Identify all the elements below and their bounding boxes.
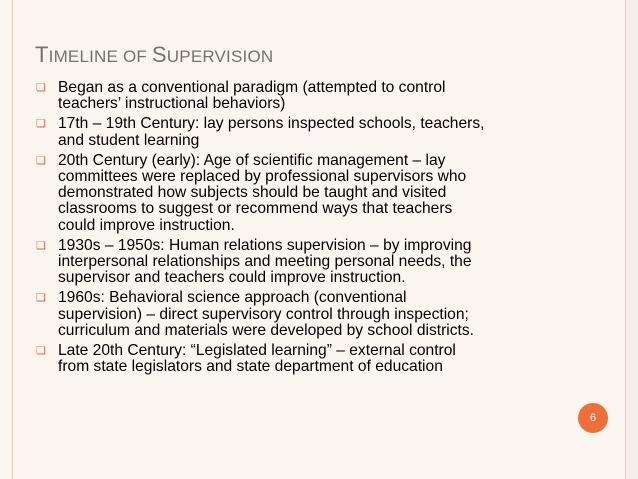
item-line: from state legislators and state department of education — [58, 358, 443, 376]
list-item — [36, 80, 616, 112]
item-line: supervisor and teachers could improve instruction. — [58, 269, 406, 287]
item-line: 1960s: Behavioral science approach (conventional — [58, 289, 407, 307]
title-initial-t: T — [35, 42, 49, 67]
square-bullet-icon: ❏ — [36, 292, 46, 305]
item-line: interpersonal relationships and meeting personal needs, the — [58, 253, 472, 271]
title-initial-s: S — [151, 42, 167, 67]
item-line: and student learning — [58, 131, 200, 149]
list-item — [36, 238, 616, 287]
square-bullet-icon: ❏ — [36, 239, 46, 252]
list-item — [36, 116, 616, 148]
square-bullet-icon: ❏ — [36, 345, 46, 358]
item-line: curriculum and materials were developed by school districts. — [58, 321, 475, 339]
list-item — [36, 343, 616, 375]
page-number-badge: 6 — [578, 403, 608, 433]
bullet-list — [36, 80, 616, 379]
square-bullet-icon: ❏ — [36, 82, 46, 94]
item-line: committees were replaced by professional supervisors who — [58, 168, 467, 186]
square-bullet-icon: ❏ — [36, 154, 46, 167]
title-rest-1: IMELINE OF — [48, 47, 152, 66]
square-bullet-icon: ❏ — [36, 118, 46, 131]
item-line: could improve instruction. — [58, 216, 235, 234]
slide-title — [35, 42, 273, 68]
item-line: supervision) – direct supervisory control through inspection; — [58, 305, 469, 323]
item-line: 1930s – 1950s: Human relations supervision – by improving — [58, 236, 472, 254]
item-line: teachers’ instructional behaviors) — [58, 95, 286, 113]
frame-right-band — [626, 0, 638, 479]
list-item — [36, 290, 616, 339]
item-line: 17th – 19th Century: lay persons inspected schools, teachers, — [58, 115, 485, 133]
item-line: classrooms to suggest or recommend ways that teachers — [58, 200, 453, 218]
item-line: 20th Century (early): Age of scientific management – lay — [58, 151, 446, 169]
item-line: Began as a conventional paradigm (attempted to control — [58, 79, 446, 96]
list-item — [36, 153, 616, 234]
item-line: demonstrated how subjects should be taught and visited — [58, 184, 447, 202]
frame-left-line — [12, 0, 13, 479]
title-rest-2: UPERVISION — [166, 47, 274, 66]
item-line: Late 20th Century: “Legislated learning” – external control — [58, 342, 456, 360]
